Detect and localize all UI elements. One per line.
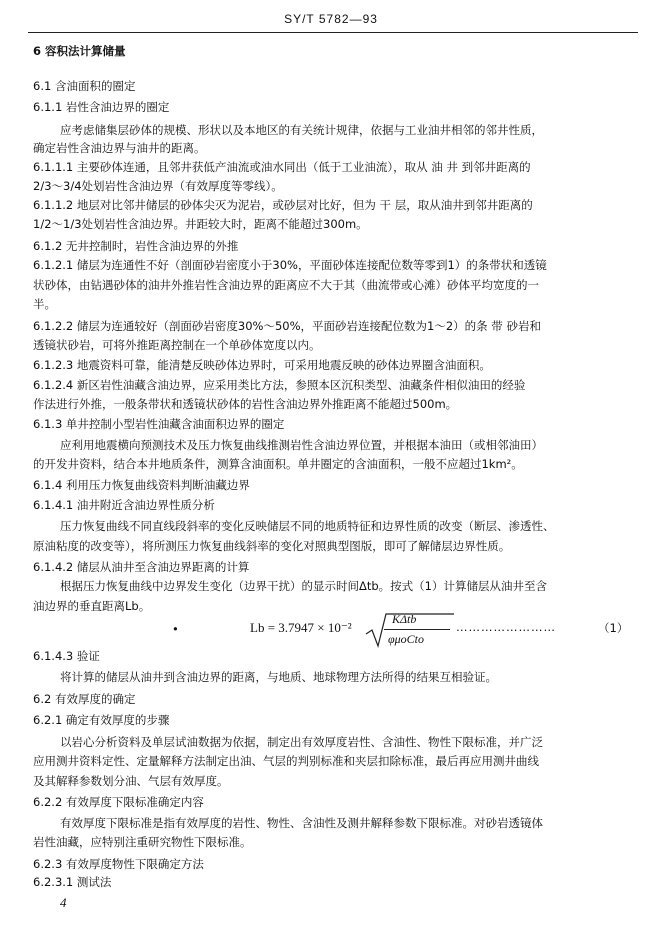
text-line: 透镜状砂岩，可将外推距离控制在一个单砂体宽度以内。: [33, 338, 321, 352]
text-line: 油边界的垂直距离Lb。: [33, 599, 151, 613]
text-line: 6.1.3 单井控制小型岩性油藏含油面积边界的圈定: [33, 417, 285, 431]
text-line: 6.1.4.3 验证: [33, 649, 100, 663]
text-line: 6.1.2.3 地震资料可靠，能清楚反映砂体边界时，可采用地震反映的砂体边界圈含油面积。: [33, 358, 491, 372]
header-divider: [28, 32, 638, 33]
page-number: 4: [60, 895, 67, 910]
text-line: 确定岩性含油边界与油井的距离。: [33, 141, 206, 155]
text-line: 6.1.4.2 储层从油井至含油边界距离的计算: [33, 560, 250, 574]
text-line: 应利用地震横向预测技术及压力恢复曲线推测岩性含油边界位置，并根据本油田（或相邻油田）: [60, 438, 543, 452]
equation-lhs: Lb = 3.7947 × 10⁻²: [250, 620, 352, 635]
text-line: 6.2.3 有效厚度物性下限确定方法: [33, 857, 204, 871]
text-line: 压力恢复曲线不同直线段斜率的变化反映储层不同的地质特征和边界性质的改变（断层、渗透性、: [60, 519, 555, 533]
text-line: 6.1.1.1 主要砂体连通，且邻井获低产油流或油水同出（低于工业油流），取从 油 井 到邻井距离的: [33, 160, 531, 174]
text-line: 6.2 有效厚度的确定: [33, 692, 136, 706]
text-line: 将计算的储层从油井到含油边界的距离，与地质、地球物理方法所得的结果互相验证。: [60, 670, 497, 684]
text-line: 6.1.2.2 储层为连通较好（剖面砂岩密度30%～50%，平面砂岩连接配位数为1～2）的条 带 砂岩和: [33, 319, 541, 333]
text-line: 岩性油藏，应特别注重研究物性下限标准。: [33, 835, 252, 849]
text-line: 应用测井资料定性、定量解释方法制定出油、气层的判别标准和夹层扣除标准，最后再应用测井曲线: [33, 754, 539, 768]
text-line: 6.2.2 有效厚度下限标准确定内容: [33, 795, 204, 809]
text-line: 根据压力恢复曲线中边界发生变化（边界干扰）的显示时间Δtb。按式（1）计算储层从油井至含: [60, 579, 547, 593]
text-line: 及其解释参数划分油、气层有效厚度。: [33, 774, 229, 788]
text-line: 6.2.1 确定有效厚度的步骤: [33, 713, 170, 727]
bullet-dot: •: [172, 622, 179, 636]
text-line: 的开发井资料，结合本井地质条件，测算含油面积。单井圈定的含油面积，一般不应超过1km²。: [33, 457, 523, 471]
section-heading: 6 容积法计算储量: [33, 44, 126, 58]
text-line: 6.1.1.2 地层对比邻井储层的砂体尖灭为泥岩，或砂层对比好，但为 干 层，取从油井到邻井距离的: [33, 198, 533, 212]
text-line: 6.1 含油面积的圈定: [33, 79, 136, 93]
text-line: 有效厚度下限标准是指有效厚度的岩性、物性、含油性及测井解释参数下限标准。对砂岩透镜体: [60, 816, 543, 830]
equation-denominator: φμoCto: [388, 632, 424, 646]
text-line: 1/2～1/3处划岩性含油边界。井距较大时，距离不能超过300m。: [33, 217, 368, 231]
text-line: 6.1.2 无井控制时，岩性含油边界的外推: [33, 239, 239, 253]
text-line: 6.1.1 岩性含油边界的圈定: [33, 100, 170, 114]
standard-code-header: SY/T 5782—93: [284, 12, 378, 26]
fraction-bar: [384, 629, 450, 630]
text-line: 半。: [33, 297, 56, 311]
dot-leader: ……………………: [456, 620, 556, 634]
equation-numerator: KΔtb: [392, 612, 417, 626]
text-line: 原油粘度的改变等），将所测压力恢复曲线斜率的变化对照典型图版，即可了解储层边界性质。: [33, 539, 511, 553]
text-line: 6.1.2.4 新区岩性油藏含油边界，应采用类比方法，参照本区沉积类型、油藏条件相似油田的经验: [33, 378, 526, 392]
text-line: 以岩心分析资料及单层试油数据为依据，制定出有效厚度岩性、含油性、物性下限标准，并广泛: [60, 735, 543, 749]
equation-number: （1）: [598, 621, 629, 635]
text-line: 2/3～3/4处划岩性含油边界（有效厚度等零线）。: [33, 179, 283, 193]
text-line: 6.1.4 利用压力恢复曲线资料判断油藏边界: [33, 478, 250, 492]
text-line: 状砂体，由钻遇砂体的油井外推岩性含油边界的距离应不大于其（曲流带或心滩）砂体平均宽度的一: [33, 278, 539, 292]
text-line: 应考虑储集层砂体的规模、形状以及本地区的有关统计规律，依据与工业油井相邻的邻井性质，: [60, 123, 543, 137]
text-line: 作法进行外推，一般条带状和透镜状砂体的岩性含油边界外推距离不能超过500m。: [33, 397, 458, 411]
text-line: 6.1.4.1 油井附近含油边界性质分析: [33, 498, 215, 512]
text-line: 6.2.3.1 测试法: [33, 875, 112, 889]
equation-1: [0, 612, 662, 652]
text-line: 6.1.2.1 储层为连通性不好（剖面砂岩密度小于30%，平面砂体连接配位数等零到1）的条带状和透镜: [33, 258, 547, 272]
